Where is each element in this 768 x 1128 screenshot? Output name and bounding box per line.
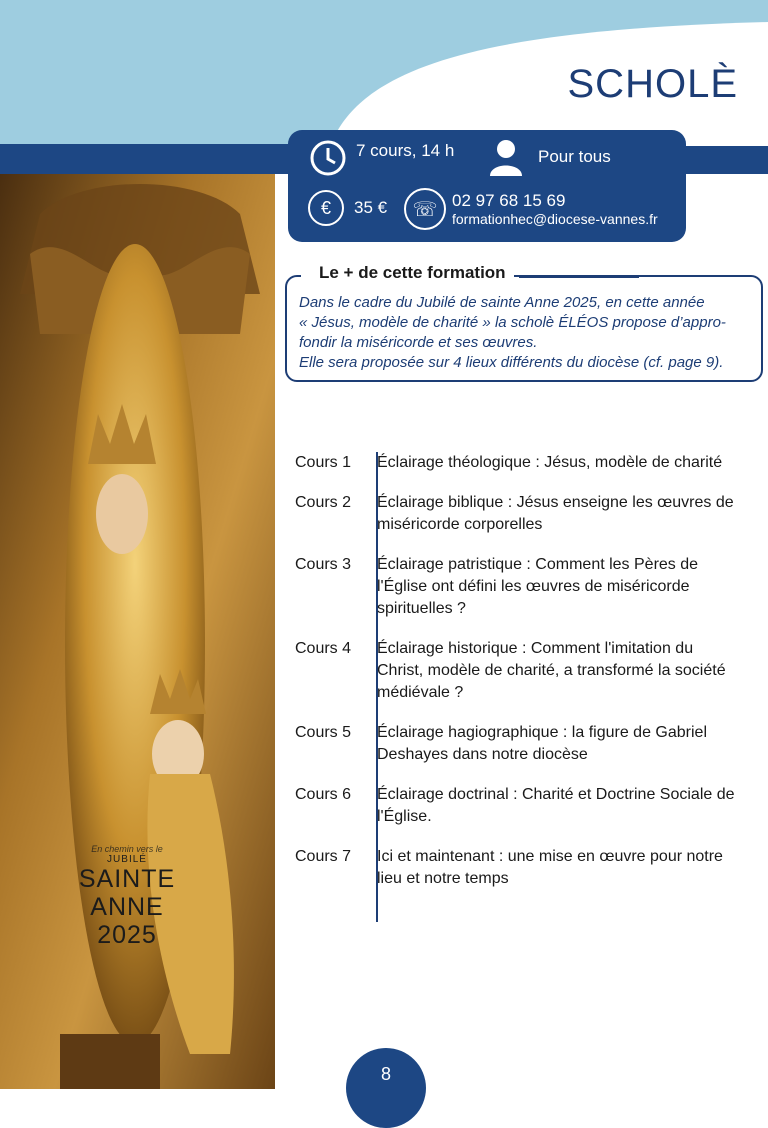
course-item (295, 638, 765, 704)
clock-icon (308, 138, 348, 178)
jubile-small-text: En chemin vers le (91, 844, 163, 854)
course-description: Éclairage patristique : Comment les Pères de l'Église ont défini les œuvres de miséricorde spirituelles ? (377, 556, 699, 617)
euro-icon: € (308, 190, 344, 226)
phone-text[interactable]: 02 97 68 15 69 (452, 191, 566, 210)
course-item (295, 784, 765, 828)
course-description: Éclairage historique : Comment l'imitation du Christ, modèle de charité, a transformé la société médiévale ? (377, 640, 726, 701)
jubile-label: JUBILÉ (107, 854, 147, 865)
plus-line: Dans le cadre du Jubilé de sainte Anne 2025, en cette année (299, 294, 705, 311)
person-icon (488, 138, 524, 176)
audience-text: Pour tous (538, 147, 611, 166)
plus-box (285, 263, 763, 382)
course-item (295, 722, 765, 766)
course-list (295, 452, 765, 908)
plus-line: « Jésus, modèle de charité » la scholè ÉLÉOS propose d’appro- (299, 314, 726, 331)
plus-body (299, 293, 759, 373)
course-description: Éclairage doctrinal : Charité et Doctrine Sociale de l'Église. (377, 786, 735, 825)
jubile-year: 2025 (97, 921, 157, 949)
info-box (288, 130, 686, 242)
course-number: Cours 2 (295, 494, 352, 511)
jubile-logo (68, 844, 186, 964)
course-number: Cours 4 (295, 640, 352, 657)
jubile-line2: ANNE (90, 893, 164, 921)
course-number: Cours 5 (295, 724, 352, 741)
course-item (295, 492, 765, 536)
course-description: Éclairage biblique : Jésus enseigne les œuvres de miséricorde corporelles (377, 494, 734, 533)
course-description: Éclairage hagiographique : la figure de Gabriel Deshayes dans notre diocèse (377, 724, 707, 763)
course-item (295, 846, 765, 890)
course-description: Ici et maintenant : une mise en œuvre pour notre lieu et notre temps (377, 848, 723, 887)
jubile-line1: SAINTE (78, 865, 176, 893)
course-description: Éclairage théologique : Jésus, modèle de charité (377, 454, 723, 471)
course-number: Cours 6 (295, 786, 352, 803)
plus-line: Elle sera proposée sur 4 lieux différents du diocèse (cf. page 9). (299, 354, 724, 371)
course-number: Cours 7 (295, 848, 352, 865)
course-item (295, 554, 765, 620)
phone-icon: ☏ (404, 188, 446, 230)
page-title: SCHOLÈ (567, 62, 738, 106)
plus-line: fondir la miséricorde et ses œuvres. (299, 334, 538, 351)
email-text[interactable]: formationhec@diocese-vannes.fr (452, 211, 658, 227)
plus-title: Le + de cette formation (301, 263, 514, 283)
price-text: 35 € (354, 198, 388, 217)
duration-text: 7 cours, 14 h (356, 141, 455, 160)
course-number: Cours 3 (295, 556, 352, 573)
plus-title-line (519, 276, 639, 278)
page-number: 8 (346, 1048, 426, 1128)
statue-photo (0, 174, 275, 1089)
course-number: Cours 1 (295, 454, 352, 471)
course-item (295, 452, 765, 474)
